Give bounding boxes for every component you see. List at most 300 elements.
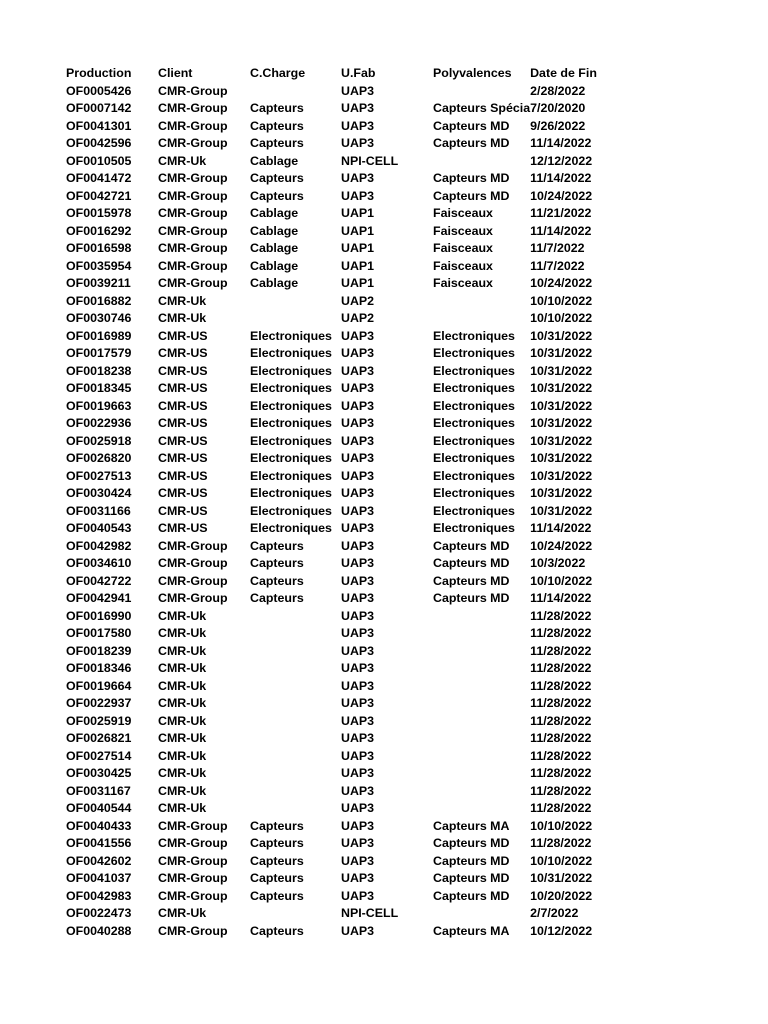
cell-production: OF0031166 [66, 503, 131, 518]
cell-u-fab: UAP3 [341, 871, 375, 885]
cell-client: CMR-US [158, 328, 208, 343]
cell-production: OF0027514 [66, 748, 132, 763]
cell-client: CMR-Uk [158, 713, 207, 728]
cell-u-fab: UAP3 [341, 801, 375, 815]
cell-c-charge: Capteurs [250, 118, 304, 133]
cell-u-fab: UAP3 [341, 416, 375, 430]
cell-polyvalences [433, 905, 530, 923]
cell-client: CMR-Group [158, 591, 228, 605]
cell-date-de-fin: 10/31/2022 [530, 503, 593, 518]
cell-c-charge: Capteurs [250, 101, 304, 115]
cell-u-fab: NPI-CELL [341, 153, 399, 168]
cell-production: OF0019663 [66, 398, 132, 413]
cell-c-charge: Electroniques [250, 328, 332, 343]
cell-polyvalences [433, 625, 530, 643]
cell-client: CMR-Uk [158, 748, 207, 763]
cell-polyvalences: Capteurs MD [433, 136, 510, 150]
cell-date-de-fin: 11/28/2022 [530, 713, 592, 728]
cell-client: CMR-Group [158, 118, 228, 133]
table-row [66, 730, 620, 748]
cell-production: OF0040543 [66, 521, 132, 535]
column-header-c-charge: C.Charge [250, 66, 306, 80]
cell-client: CMR-Group [158, 206, 228, 220]
cell-client: CMR-US [158, 381, 208, 395]
table-row [66, 363, 620, 381]
cell-production: OF0022937 [66, 696, 132, 710]
cell-polyvalences [433, 660, 530, 678]
cell-polyvalences: Capteurs MD [433, 118, 510, 133]
table-row [66, 888, 620, 906]
cell-date-de-fin: 11/14/2022 [530, 171, 592, 185]
cell-c-charge: Electroniques [250, 363, 332, 378]
cell-c-charge: Electroniques [250, 521, 332, 535]
cell-c-charge [250, 730, 341, 748]
cell-production: OF0041556 [66, 836, 132, 850]
cell-c-charge: Cablage [250, 258, 299, 273]
cell-u-fab: UAP3 [341, 853, 375, 868]
table-row [66, 450, 620, 468]
cell-client: CMR-Uk [158, 906, 207, 920]
cell-c-charge: Electroniques [250, 381, 332, 395]
cell-production: OF0017580 [66, 626, 132, 640]
cell-production: OF0040433 [66, 818, 132, 833]
table-row [66, 765, 620, 783]
cell-client: CMR-US [158, 468, 208, 483]
cell-client: CMR-Group [158, 101, 228, 115]
cell-date-de-fin: 10/24/2022 [530, 188, 593, 203]
table-row [66, 555, 620, 573]
cell-c-charge: Capteurs [250, 836, 304, 850]
cell-production: OF0042602 [66, 853, 132, 868]
cell-c-charge: Capteurs [250, 818, 304, 833]
cell-u-fab: UAP3 [341, 118, 375, 133]
cell-u-fab: UAP3 [341, 398, 375, 413]
table-row [66, 398, 620, 416]
table-row [66, 783, 620, 801]
cell-c-charge [250, 678, 341, 696]
table-row [66, 853, 620, 871]
cell-client: CMR-US [158, 398, 208, 413]
cell-production: OF0022936 [66, 416, 132, 430]
cell-polyvalences: Capteurs MD [433, 573, 510, 588]
cell-polyvalences [433, 678, 530, 696]
table-body [66, 83, 620, 941]
cell-c-charge [250, 608, 341, 626]
cell-date-de-fin: 11/28/2022 [530, 748, 592, 763]
cell-date-de-fin: 11/14/2022 [530, 223, 592, 238]
cell-polyvalences [433, 293, 530, 311]
cell-date-de-fin: 10/10/2022 [530, 573, 593, 588]
cell-production: OF0042596 [66, 136, 132, 150]
cell-u-fab: UAP3 [341, 101, 375, 115]
cell-polyvalences [433, 608, 530, 626]
table-row [66, 468, 620, 486]
cell-polyvalences: Faisceaux [433, 276, 493, 290]
cell-date-de-fin: 11/28/2022 [530, 783, 592, 798]
cell-u-fab: UAP3 [341, 346, 375, 360]
table-row [66, 240, 620, 258]
cell-u-fab: UAP3 [341, 328, 375, 343]
column-header-production: Production [66, 66, 132, 80]
cell-production: OF0018345 [66, 381, 132, 395]
cell-date-de-fin: 10/31/2022 [530, 416, 593, 430]
cell-client: CMR-Group [158, 871, 228, 885]
column-header-client: Client [158, 66, 193, 80]
table-row [66, 923, 620, 941]
cell-c-charge: Capteurs [250, 188, 304, 203]
cell-client: CMR-Uk [158, 731, 207, 745]
cell-c-charge: Capteurs [250, 136, 304, 150]
cell-polyvalences: Faisceaux [433, 223, 493, 238]
cell-client: CMR-Group [158, 188, 228, 203]
table-row [66, 695, 620, 713]
cell-polyvalences: Electroniques [433, 381, 515, 395]
cell-c-charge: Cablage [250, 206, 299, 220]
table-row [66, 835, 620, 853]
cell-client: CMR-Uk [158, 696, 207, 710]
cell-client: CMR-Group [158, 836, 228, 850]
cell-date-de-fin: 10/31/2022 [530, 871, 593, 885]
cell-u-fab: UAP2 [341, 311, 375, 325]
cell-client: CMR-US [158, 486, 208, 500]
cell-c-charge [250, 310, 341, 328]
cell-date-de-fin: 11/28/2022 [530, 643, 592, 658]
cell-u-fab: UAP3 [341, 626, 375, 640]
cell-u-fab: UAP1 [341, 276, 375, 290]
cell-u-fab: UAP3 [341, 696, 375, 710]
cell-production: OF0040544 [66, 801, 132, 815]
cell-client: CMR-US [158, 346, 208, 360]
table-row [66, 153, 620, 171]
cell-production: OF0010505 [66, 153, 132, 168]
table-row [66, 748, 620, 766]
cell-u-fab: UAP3 [341, 363, 375, 378]
cell-production: OF0041301 [66, 118, 132, 133]
cell-production: OF0025918 [66, 433, 132, 448]
cell-polyvalences: Electroniques [433, 451, 515, 465]
cell-u-fab: UAP3 [341, 713, 375, 728]
cell-u-fab: UAP3 [341, 591, 375, 605]
cell-date-de-fin: 11/28/2022 [530, 678, 592, 693]
cell-date-de-fin: 11/28/2022 [530, 661, 592, 675]
cell-u-fab: UAP3 [341, 766, 375, 780]
cell-polyvalences [433, 800, 530, 818]
cell-c-charge: Capteurs [250, 538, 304, 553]
cell-u-fab: UAP3 [341, 748, 375, 763]
cell-c-charge [250, 800, 341, 818]
cell-u-fab: UAP3 [341, 451, 375, 465]
cell-date-de-fin: 10/10/2022 [530, 293, 593, 308]
cell-polyvalences [433, 153, 530, 171]
cell-u-fab: UAP3 [341, 188, 375, 203]
cell-polyvalences: Electroniques [433, 416, 515, 430]
cell-c-charge: Cablage [250, 241, 299, 255]
table-header [66, 65, 620, 83]
cell-production: OF0016990 [66, 608, 132, 623]
cell-client: CMR-Group [158, 923, 228, 938]
cell-client: CMR-Uk [158, 766, 207, 780]
cell-c-charge [250, 625, 341, 643]
cell-u-fab: UAP3 [341, 521, 375, 535]
cell-c-charge: Electroniques [250, 416, 332, 430]
table-row [66, 625, 620, 643]
cell-production: OF0041037 [66, 871, 132, 885]
table-row [66, 275, 620, 293]
cell-u-fab: UAP3 [341, 486, 375, 500]
cell-production: OF0042983 [66, 888, 132, 903]
cell-c-charge: Electroniques [250, 468, 332, 483]
cell-u-fab: UAP3 [341, 573, 375, 588]
table-row [66, 643, 620, 661]
cell-production: OF0025919 [66, 713, 132, 728]
cell-u-fab: UAP3 [341, 661, 375, 675]
cell-polyvalences: Electroniques [433, 433, 515, 448]
cell-u-fab: UAP3 [341, 83, 375, 98]
cell-c-charge: Capteurs [250, 171, 304, 185]
cell-date-de-fin: 9/26/2022 [530, 118, 586, 133]
cell-c-charge: Capteurs [250, 556, 304, 570]
cell-polyvalences [433, 765, 530, 783]
cell-u-fab: UAP2 [341, 293, 375, 308]
cell-client: CMR-Uk [158, 661, 207, 675]
cell-polyvalences [433, 748, 530, 766]
cell-production: OF0018346 [66, 661, 132, 675]
table-row [66, 188, 620, 206]
table-row [66, 205, 620, 223]
cell-c-charge: Electroniques [250, 486, 332, 500]
table-row [66, 660, 620, 678]
header-row [66, 65, 620, 83]
cell-date-de-fin: 10/31/2022 [530, 346, 593, 360]
cell-client: CMR-US [158, 416, 208, 430]
cell-client: CMR-Uk [158, 626, 207, 640]
cell-date-de-fin: 11/14/2022 [530, 591, 592, 605]
cell-client: CMR-Uk [158, 643, 207, 658]
cell-u-fab: UAP3 [341, 381, 375, 395]
cell-c-charge: Electroniques [250, 398, 332, 413]
cell-production: OF0035954 [66, 258, 132, 273]
cell-polyvalences: Faisceaux [433, 206, 493, 220]
cell-polyvalences: Electroniques [433, 363, 515, 378]
table-row [66, 713, 620, 731]
table-row [66, 170, 620, 188]
cell-polyvalences: Faisceaux [433, 258, 493, 273]
cell-u-fab: UAP3 [341, 608, 375, 623]
table-row [66, 590, 620, 608]
table-row [66, 258, 620, 276]
cell-date-de-fin: 11/28/2022 [530, 836, 592, 850]
cell-client: CMR-Uk [158, 293, 207, 308]
cell-polyvalences: Capteurs MD [433, 556, 510, 570]
cell-polyvalences: Electroniques [433, 346, 515, 360]
spreadsheet-page [66, 65, 706, 940]
cell-polyvalences: Capteurs MD [433, 171, 510, 185]
column-header-date-de-fin: Date de Fin [530, 66, 597, 80]
table-row [66, 800, 620, 818]
table-row [66, 328, 620, 346]
cell-u-fab: UAP1 [341, 241, 375, 255]
cell-date-de-fin: 10/31/2022 [530, 486, 593, 500]
cell-client: CMR-Group [158, 556, 228, 570]
cell-production: OF0030425 [66, 766, 132, 780]
cell-date-de-fin: 10/31/2022 [530, 363, 593, 378]
table-row [66, 310, 620, 328]
cell-c-charge: Electroniques [250, 433, 332, 448]
cell-u-fab: UAP3 [341, 643, 375, 658]
cell-date-de-fin: 10/10/2022 [530, 818, 593, 833]
cell-client: CMR-Group [158, 853, 228, 868]
cell-production: OF0026821 [66, 731, 132, 745]
cell-c-charge [250, 905, 341, 923]
cell-date-de-fin: 10/31/2022 [530, 468, 593, 483]
table-row [66, 415, 620, 433]
cell-production: OF0019664 [66, 678, 132, 693]
cell-polyvalences [433, 695, 530, 713]
cell-client: CMR-Group [158, 258, 228, 273]
cell-date-de-fin: 10/31/2022 [530, 328, 593, 343]
cell-production: OF0016989 [66, 328, 132, 343]
cell-c-charge: Capteurs [250, 888, 304, 903]
cell-production: OF0042722 [66, 573, 132, 588]
cell-production: OF0027513 [66, 468, 132, 483]
cell-production: OF0018239 [66, 643, 132, 658]
cell-client: CMR-Group [158, 573, 228, 588]
cell-u-fab: UAP3 [341, 923, 375, 938]
cell-client: CMR-US [158, 503, 208, 518]
cell-c-charge [250, 660, 341, 678]
cell-date-de-fin: 10/31/2022 [530, 381, 593, 395]
cell-date-de-fin: 2/7/2022 [530, 906, 579, 920]
table-row [66, 135, 620, 153]
cell-date-de-fin: 10/12/2022 [530, 923, 593, 938]
cell-production: OF0030746 [66, 311, 132, 325]
table-row [66, 100, 620, 118]
table-row [66, 223, 620, 241]
cell-polyvalences [433, 310, 530, 328]
cell-date-de-fin: 10/24/2022 [530, 276, 593, 290]
cell-c-charge [250, 643, 341, 661]
cell-production: OF0039211 [66, 276, 131, 290]
cell-u-fab: UAP3 [341, 503, 375, 518]
cell-polyvalences: Capteurs MA [433, 818, 510, 833]
cell-c-charge [250, 83, 341, 101]
cell-client: CMR-US [158, 363, 208, 378]
cell-production: OF0031167 [66, 783, 131, 798]
cell-date-de-fin: 11/14/2022 [530, 521, 592, 535]
cell-production: OF0016598 [66, 241, 132, 255]
cell-production: OF0034610 [66, 556, 132, 570]
table-row [66, 520, 620, 538]
cell-polyvalences: Capteurs MA [433, 923, 510, 938]
cell-production: OF0015978 [66, 206, 132, 220]
cell-polyvalences: Electroniques [433, 398, 515, 413]
cell-production: OF0016292 [66, 223, 132, 238]
cell-production: OF0022473 [66, 906, 132, 920]
cell-production: OF0040288 [66, 923, 132, 938]
column-header-polyvalences: Polyvalences [433, 66, 512, 80]
cell-production: OF0016882 [66, 293, 132, 308]
table-row [66, 870, 620, 888]
cell-date-de-fin: 10/31/2022 [530, 451, 593, 465]
cell-u-fab: UAP3 [341, 136, 375, 150]
cell-c-charge: Capteurs [250, 853, 304, 868]
cell-u-fab: UAP3 [341, 433, 375, 448]
cell-production: OF0041472 [66, 171, 132, 185]
cell-client: CMR-US [158, 521, 208, 535]
cell-c-charge: Capteurs [250, 871, 304, 885]
cell-c-charge: Cablage [250, 153, 299, 168]
table-row [66, 538, 620, 556]
cell-client: CMR-Group [158, 818, 228, 833]
cell-polyvalences: Electroniques [433, 521, 515, 535]
cell-date-de-fin: 11/28/2022 [530, 731, 592, 745]
cell-c-charge [250, 293, 341, 311]
cell-u-fab: UAP3 [341, 468, 375, 483]
cell-date-de-fin: 10/10/2022 [530, 853, 593, 868]
cell-client: CMR-US [158, 433, 208, 448]
cell-client: CMR-Group [158, 241, 228, 255]
cell-c-charge [250, 748, 341, 766]
table-row [66, 818, 620, 836]
cell-c-charge: Electroniques [250, 503, 332, 518]
cell-production: OF0030424 [66, 486, 132, 500]
cell-date-de-fin: 11/21/2022 [530, 206, 592, 220]
cell-production: OF0017579 [66, 346, 132, 360]
cell-date-de-fin: 11/28/2022 [530, 626, 592, 640]
cell-polyvalences: Electroniques [433, 503, 515, 518]
table-row [66, 118, 620, 136]
cell-date-de-fin: 10/20/2022 [530, 888, 593, 903]
cell-c-charge: Cablage [250, 223, 299, 238]
cell-polyvalences: Capteurs Spécia [433, 101, 531, 115]
table-row [66, 293, 620, 311]
table-row [66, 380, 620, 398]
cell-polyvalences: Capteurs MD [433, 538, 510, 553]
cell-date-de-fin: 11/28/2022 [530, 766, 592, 780]
cell-client: CMR-US [158, 451, 208, 465]
cell-u-fab: UAP3 [341, 783, 375, 798]
table-row [66, 905, 620, 923]
cell-client: CMR-Group [158, 136, 228, 150]
cell-production: OF0018238 [66, 363, 132, 378]
cell-date-de-fin: 12/12/2022 [530, 153, 593, 168]
cell-date-de-fin: 10/24/2022 [530, 538, 593, 553]
cell-u-fab: UAP1 [341, 223, 375, 238]
cell-date-de-fin: 2/28/2022 [530, 83, 586, 98]
cell-date-de-fin: 11/28/2022 [530, 696, 592, 710]
table-row [66, 345, 620, 363]
table-row [66, 503, 620, 521]
cell-client: CMR-Group [158, 888, 228, 903]
cell-u-fab: UAP3 [341, 731, 375, 745]
cell-client: CMR-Group [158, 223, 228, 238]
cell-u-fab: UAP3 [341, 836, 375, 850]
cell-c-charge: Cablage [250, 276, 299, 290]
cell-polyvalences: Capteurs MD [433, 591, 510, 605]
cell-polyvalences: Capteurs MD [433, 888, 510, 903]
cell-u-fab: UAP3 [341, 171, 375, 185]
cell-date-de-fin: 10/10/2022 [530, 311, 593, 325]
cell-polyvalences: Capteurs MD [433, 188, 510, 203]
cell-client: CMR-Uk [158, 311, 207, 325]
cell-production: OF0007142 [66, 101, 132, 115]
cell-polyvalences: Capteurs MD [433, 836, 510, 850]
cell-polyvalences: Capteurs MD [433, 853, 510, 868]
cell-client: CMR-Uk [158, 783, 207, 798]
cell-production: OF0005426 [66, 83, 132, 98]
cell-polyvalences [433, 713, 530, 731]
cell-production: OF0026820 [66, 451, 132, 465]
